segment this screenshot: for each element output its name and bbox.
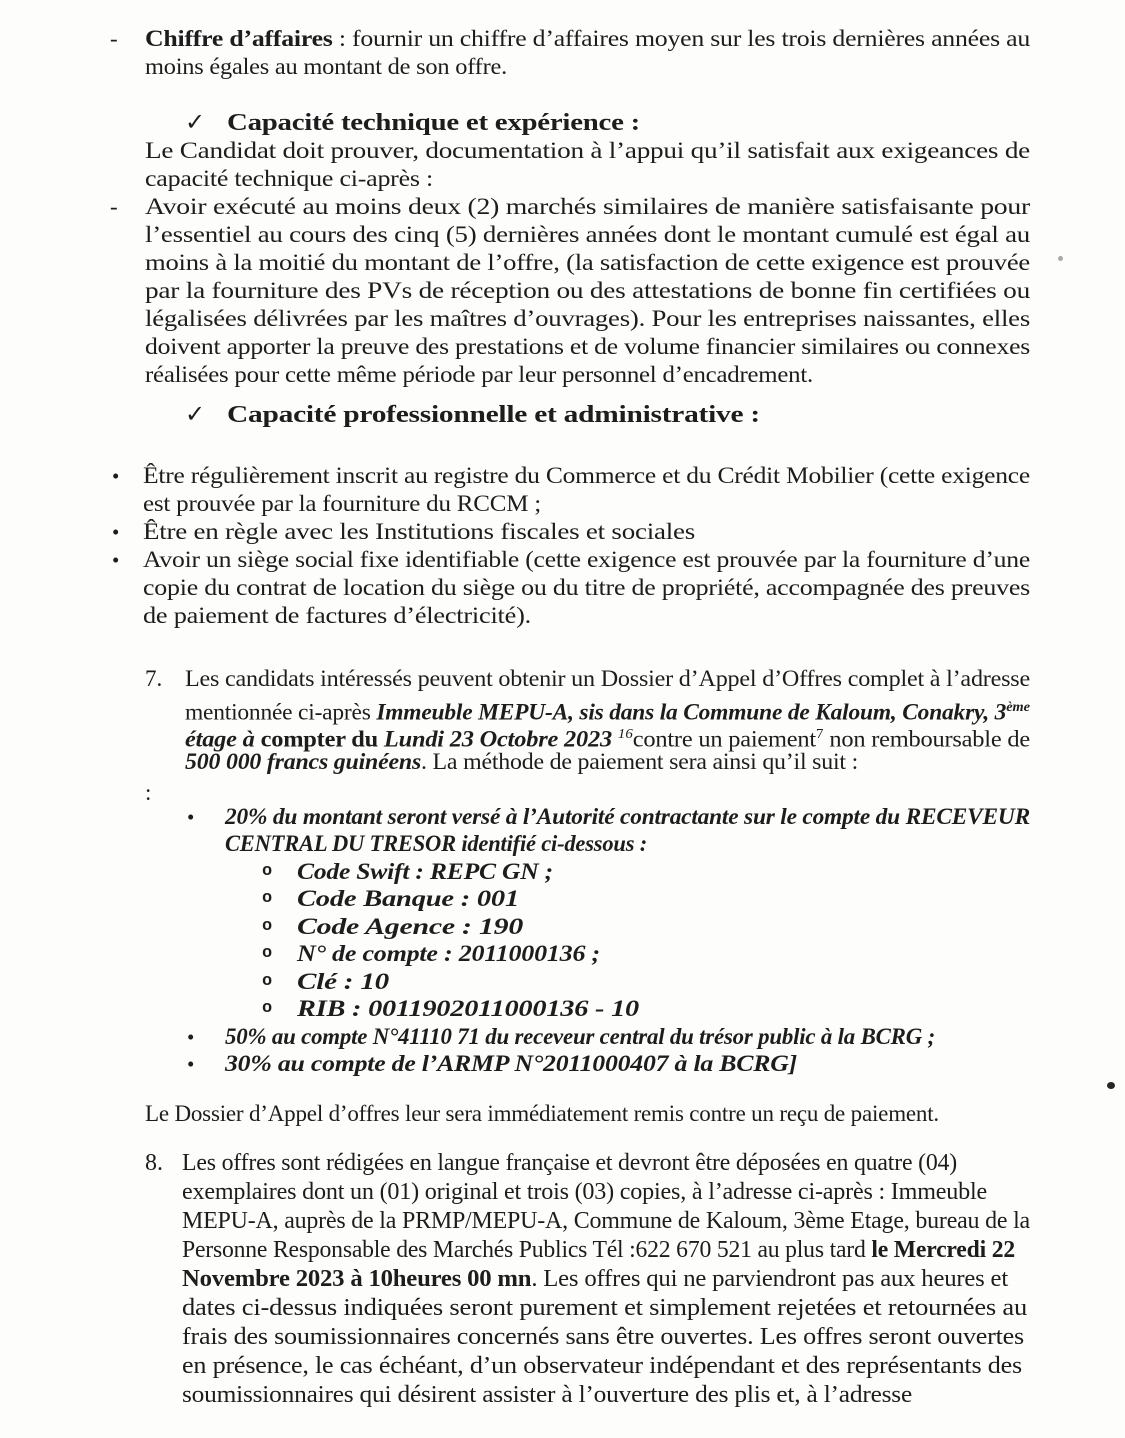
text-line [225,1023,939,1051]
item-number: 8. [145,1150,163,1176]
text-segment: Code Banque : 001 [297,886,519,911]
text-segment: est prouvée par la fourniture du RCCM ; [143,491,541,516]
text-line-content [145,1100,939,1128]
text-line-content [145,137,1030,165]
text-line-content [143,490,541,518]
text-line [297,940,600,968]
circle-bullet-icon: o [262,944,273,963]
circle-bullet-icon: o [262,999,273,1018]
check-icon: ✓ [185,110,206,136]
text-line-content [297,885,519,913]
text-segment: Immeuble MEPU-A, sis dans la Commune de Kaloum, Conakry, 3 [376,699,1007,725]
text-line [143,546,1030,574]
text-segment: Capacité technique et expérience : [227,110,640,136]
text-line-content [145,361,813,389]
bullet-icon: • [112,548,120,572]
bullet-icon: • [187,1025,195,1049]
text-segment: doivent apporter la preuve des prestations et de volume financier similaires ou connexes [145,334,1030,359]
text-line-content [145,165,433,193]
text-segment: le Mercredi 22 [871,1237,1015,1263]
text-line [297,968,389,996]
text-line [145,249,1030,277]
text-segment: contre un paiement [632,726,817,752]
text-segment: Être en règle avec les Institutions fiscales et sociales [143,519,695,544]
text-segment: RIB : 0011902011000136 - 10 [297,996,639,1021]
text-segment: étage à [185,726,261,752]
text-segment: Lundi 23 Octobre 2023 [383,726,618,752]
text-line-content [227,109,640,137]
text-line [182,1178,988,1206]
text-line-content [145,333,1030,361]
scan-artifact-dot [1058,256,1063,261]
text-line [145,277,1030,305]
text-segment: Les candidats intéressés peuvent obtenir un Dossier d’Appel d’Offres complet à l’adresse [185,666,1030,691]
text-segment: . La méthode de paiement sera ainsi qu’il suit : [421,749,859,774]
text-segment: mentionnée ci-après [185,699,377,725]
text-line-content [225,803,1030,831]
circle-bullet-icon: o [262,972,273,991]
text-line [182,1323,1024,1351]
text-line-content [225,1050,797,1078]
text-line [145,137,1030,165]
text-line [145,193,1030,221]
text-line [182,1352,1023,1380]
text-line [297,858,553,886]
text-segment: en présence, le cas échéant, d’un observateur indépendant et des représentants des [182,1353,1023,1379]
text-line-content [145,779,151,807]
text-segment: compter du [260,726,384,752]
text-line-content [185,665,1030,693]
text-line [145,221,1030,249]
text-line [145,1100,938,1128]
text-line-content [182,1294,1027,1322]
text-line-content [182,1323,1024,1351]
text-segment: légalisées délivrées par les maîtres d’ouvrages). Pour les entreprises naissantes, elles [145,306,1030,331]
text-segment: copie du contrat de location du siège ou du titre de propriété, accompagnée des preuves [143,575,1030,600]
text-line [185,748,859,776]
text-line-content [182,1207,1030,1235]
text-segment: l’essentiel au cours des cinq (5) dernières années dont le montant cumulé est égal au [145,222,1030,247]
text-line-content [225,1023,935,1051]
text-line [185,693,1030,725]
bullet-icon: • [187,1052,195,1076]
text-line-content [227,401,760,429]
text-line [182,1236,1026,1264]
text-segment: Personne Responsable des Marchés Publics Tél :622 670 521 au plus tard [182,1237,872,1263]
text-line-content [185,748,858,776]
text-line-content [182,1236,1015,1264]
circle-bullet-icon: o [262,889,273,908]
text-line-content [225,830,647,858]
text-line [182,1149,962,1177]
dash-marker: - [110,194,118,219]
text-line [182,1294,1027,1322]
text-segment: 500 000 francs guinéens [185,749,422,774]
text-line-content [143,462,1030,490]
text-line [227,401,760,429]
text-line-content [182,1265,1008,1293]
text-segment: non remboursable de [823,726,1030,752]
text-line [145,53,507,81]
text-segment: Le Candidat doit prouver, documentation à l’appui qu’il satisfait aux exigeances de [145,138,1030,163]
superscript-text: 7 [816,726,824,742]
text-line [297,913,523,941]
text-segment: frais des soumissionnaires concernés sans être ouvertes. Les offres seront ouvertes [182,1324,1024,1350]
text-segment: moins égales au montant de son offre. [145,54,507,79]
text-line-content [145,25,1030,53]
text-line-content [145,193,1030,221]
text-line-content [297,968,389,996]
text-segment: capacité technique ci-après : [145,166,433,191]
text-segment: Capacité professionnelle et administrative : [227,402,760,428]
text-line-content [182,1149,957,1177]
text-line [143,518,695,546]
text-segment: Être régulièrement inscrit au registre du Commerce et du Crédit Mobilier (cette exigence [143,463,1030,488]
text-segment: MEPU-A, auprès de la PRMP/MEPU-A, Commune de Kaloum, 3ème Etage, bureau de la [182,1208,1030,1234]
text-segment: par la fourniture des PVs de réception ou des attestations de bonne fin certifiées ou [145,278,1030,303]
text-line-content [143,546,1030,574]
text-segment: réalisées pour cette même période par leur personnel d’encadrement. [145,362,813,387]
text-segment: 30% au compte de l’ARMP N°2011000407 à la BCRG] [225,1051,797,1076]
text-line-content [182,1381,912,1409]
text-line [225,830,656,858]
text-segment: Avoir un siège social fixe identifiable (cette exigence est prouvée par la fourniture d’une [143,547,1030,572]
text-line-content [297,913,523,941]
text-segment: 20% du montant seront versé à l’Autorité contractante sur le compte du RECEVEUR [225,804,1030,829]
text-line [182,1265,1008,1293]
text-segment: soumissionnaires qui désirent assister à l’ouverture des plis et, à l’adresse [182,1382,912,1408]
text-segment: Code Swift : REPC GN ; [297,859,553,884]
bullet-icon: • [112,520,120,544]
text-line-content [145,221,1030,249]
text-segment: . Les offres qui ne parviendront pas aux heures et [531,1266,1008,1292]
item-number: 7. [145,666,163,691]
text-line [225,803,1030,831]
text-line [185,720,1030,752]
text-line-content [145,305,1030,333]
text-segment: dates ci-dessus indiquées seront purement et simplement rejetées et retournées au [182,1295,1027,1321]
text-line-content [182,1178,987,1206]
text-line [297,885,519,913]
text-segment: N° de compte : 2011000136 ; [297,941,600,966]
text-segment: Clé : 10 [297,969,389,994]
bullet-icon: • [187,805,195,829]
text-segment: Avoir exécuté au moins deux (2) marchés similaires de manière satisfaisante pour [145,194,1030,219]
text-segment: Novembre 2023 à 10heures 00 mn [182,1266,532,1292]
text-line-content [297,940,600,968]
text-line-content [143,518,695,546]
text-line [143,602,531,630]
scan-artifact-dot [1107,1082,1115,1089]
bullet-icon: • [112,464,120,488]
text-segment: de paiement de factures d’électricité). [143,603,531,628]
text-line-content [145,277,1030,305]
circle-bullet-icon: o [262,917,273,936]
text-line [143,574,1030,602]
text-line-content [143,602,531,630]
text-line-content [182,1352,1022,1380]
text-segment: 50% au compte N°41110 71 du receveur central du trésor public à la BCRG ; [225,1024,935,1049]
check-icon: ✓ [185,402,206,428]
text-line-content [145,53,507,81]
text-segment: CENTRAL DU TRESOR identifié ci-dessous : [225,831,647,856]
text-line [227,109,640,137]
superscript-text: 16 [617,726,633,742]
text-line-content [143,574,1030,602]
text-line [297,995,639,1023]
dash-marker: - [110,26,118,51]
text-segment: : [145,780,152,805]
text-line [145,779,151,807]
text-line [145,25,1030,53]
text-line [145,305,1030,333]
text-line-content [145,249,1030,277]
text-line [143,490,541,518]
text-segment: Chiffre d’affaires [145,26,333,51]
text-segment: moins à la moitié du montant de l’offre, (la satisfaction de cette exigence est prouvée [145,250,1030,275]
text-line [182,1381,912,1409]
text-segment: : fournir un chiffre d’affaires moyen sur les trois dernières années au [332,26,1030,51]
superscript-text: ème [1006,699,1030,715]
text-segment: Code Agence : 190 [297,914,523,939]
text-line [185,665,1030,693]
text-line [225,1050,797,1078]
text-line [145,165,433,193]
text-line [145,333,1030,361]
text-line-content [297,995,639,1023]
text-segment: Les offres sont rédigées en langue française et devront être déposées en quatre (04) [182,1150,957,1176]
text-segment: Le Dossier d’Appel d’offres leur sera immédiatement remis contre un reçu de paiement. [145,1101,939,1126]
text-line [143,462,1030,490]
circle-bullet-icon: o [262,862,273,881]
text-line-content [297,858,553,886]
text-line [182,1207,1032,1235]
text-segment: exemplaires dont un (01) original et trois (03) copies, à l’adresse ci-après : Immeuble [182,1179,988,1205]
text-line [145,361,813,389]
